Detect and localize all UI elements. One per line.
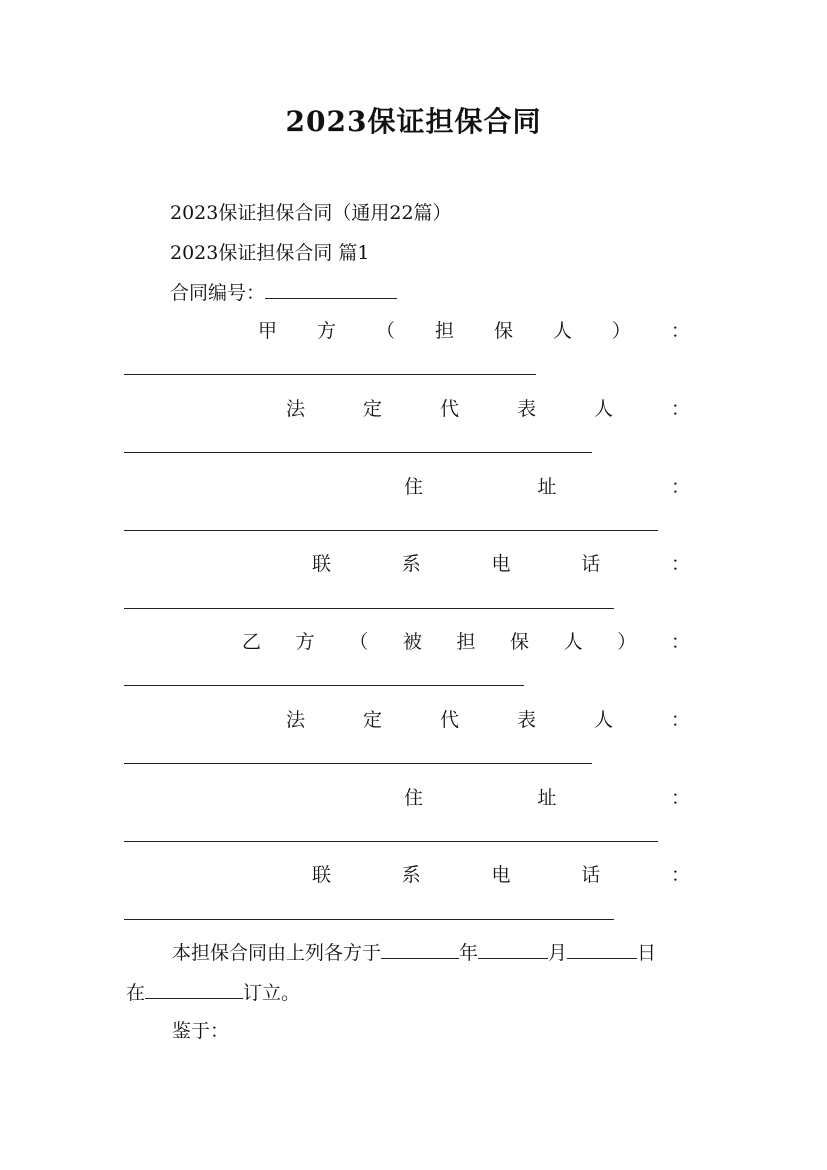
party-b-phone-char: 系 (401, 864, 421, 886)
section-heading: 2023保证担保合同 篇1 (170, 242, 370, 264)
party-a-phone-char: 联 (312, 553, 332, 575)
party-a-address-char: 住 (404, 476, 424, 498)
party-a-heading-char: ） (611, 320, 631, 342)
party-b-legal-rep-char: 表 (516, 709, 536, 731)
party-a-address-label (404, 472, 690, 499)
party-a-address-blank (124, 529, 658, 531)
party-b-phone-label (312, 860, 690, 887)
party-a-phone-label (312, 549, 690, 576)
document-title: 2023保证担保合同 (285, 105, 542, 138)
contract-number-line (170, 278, 397, 305)
signing-prefix: 本担保合同由上列各方于 (172, 942, 382, 964)
party-b-phone-blank (124, 918, 614, 920)
signing-date-line (172, 938, 656, 965)
party-a-phone-char: ： (670, 553, 690, 575)
party-a-phone-char: 系 (401, 553, 421, 575)
party-a-legal-rep-char: 法 (286, 398, 306, 420)
party-b-legal-rep-char: ： (670, 709, 690, 731)
party-b-heading-char: （ (349, 631, 369, 653)
party-b-address-blank (124, 840, 658, 842)
party-b-legal-rep-char: 法 (286, 709, 306, 731)
contract-number-blank (265, 280, 397, 299)
party-b-phone-char: 电 (491, 864, 511, 886)
party-b-legal-rep-label (286, 705, 690, 732)
party-a-address-char: ： (670, 476, 690, 498)
signing-month-blank (478, 940, 548, 959)
party-b-heading (242, 627, 690, 654)
party-a-name-blank (124, 373, 536, 375)
party-a-phone-char: 话 (581, 553, 601, 575)
party-a-heading-char: 保 (493, 320, 513, 342)
document-subtitle: 2023保证担保合同（通用22篇） (170, 202, 452, 224)
party-a-heading-char: 方 (316, 320, 336, 342)
party-a-legal-rep-char: 定 (362, 398, 382, 420)
party-a-legal-rep-char: 代 (439, 398, 459, 420)
party-b-heading-char: 保 (510, 631, 530, 653)
signing-year-label: 年 (459, 942, 479, 964)
party-b-heading-char: 担 (456, 631, 476, 653)
party-b-address-char: ： (670, 787, 690, 809)
party-b-address-label (404, 783, 690, 810)
whereas-heading: 鉴于： (172, 1020, 230, 1042)
signing-place-blank (145, 980, 243, 999)
signing-place-suffix: 订立。 (243, 982, 301, 1004)
party-b-legal-rep-char: 定 (362, 709, 382, 731)
signing-place-line (126, 978, 300, 1005)
party-a-address-char: 址 (537, 476, 557, 498)
contract-number-label: 合同编号： (170, 282, 266, 304)
party-b-phone-char: 话 (581, 864, 601, 886)
signing-year-blank (381, 940, 459, 959)
party-a-phone-char: 电 (491, 553, 511, 575)
party-b-phone-char: ： (670, 864, 690, 886)
party-b-name-blank (124, 684, 524, 686)
signing-place-prefix: 在 (126, 982, 146, 1004)
party-b-heading-char: 乙 (242, 631, 262, 653)
party-a-heading-char: 担 (434, 320, 454, 342)
party-a-heading-char: 甲 (258, 320, 278, 342)
party-b-heading-char: 方 (295, 631, 315, 653)
party-b-legal-rep-char: 人 (593, 709, 613, 731)
party-b-heading-char: 被 (402, 631, 422, 653)
signing-month-label: 月 (548, 942, 568, 964)
party-a-legal-rep-blank (124, 451, 592, 453)
party-b-legal-rep-blank (124, 762, 592, 764)
party-a-legal-rep-label (286, 394, 690, 421)
party-a-phone-blank (124, 607, 614, 609)
party-b-address-char: 住 (404, 787, 424, 809)
party-b-address-char: 址 (537, 787, 557, 809)
party-b-phone-char: 联 (312, 864, 332, 886)
party-a-heading-char: ： (670, 320, 690, 342)
party-b-heading-char: ） (617, 631, 637, 653)
party-a-heading (258, 316, 690, 343)
party-a-legal-rep-char: ： (670, 398, 690, 420)
signing-day-blank (567, 940, 637, 959)
party-b-legal-rep-char: 代 (439, 709, 459, 731)
party-b-heading-char: ： (670, 631, 690, 653)
party-a-legal-rep-char: 人 (593, 398, 613, 420)
party-a-legal-rep-char: 表 (516, 398, 536, 420)
party-b-heading-char: 人 (563, 631, 583, 653)
party-a-heading-char: （ (375, 320, 395, 342)
signing-day-label: 日 (637, 942, 657, 964)
party-a-heading-char: 人 (552, 320, 572, 342)
